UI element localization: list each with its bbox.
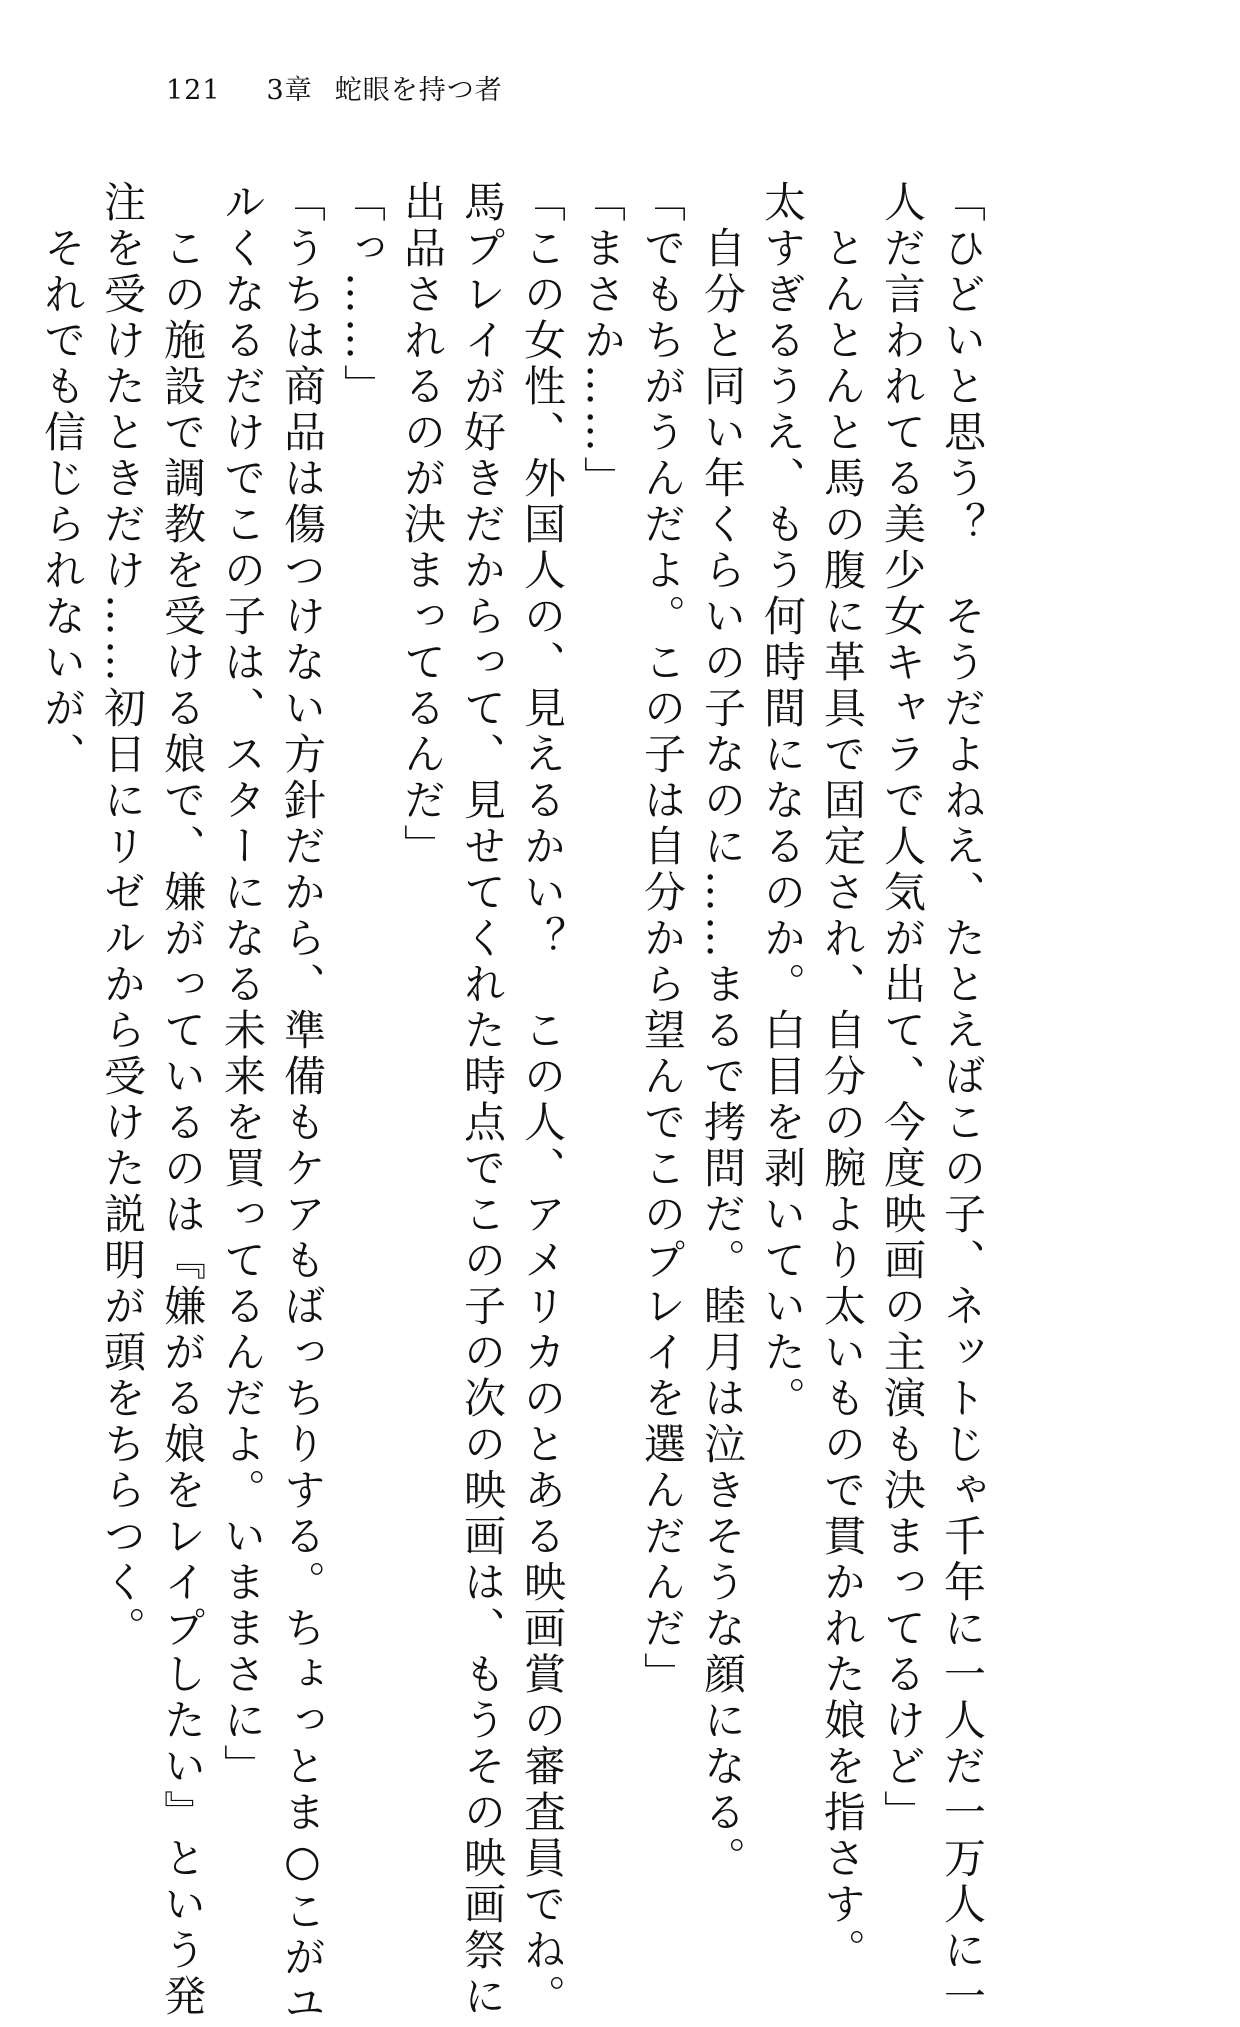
chapter-label: 3章 [266,75,313,106]
text-line: 「まさか……」 [578,180,627,502]
text-line: ルくなるだけでこの子は、スターになる未来を買ってるんだよ。いままさに」 [218,180,267,1790]
text-line: それでも信じられないが、 [38,180,87,778]
text-line: この施設で調教を受ける娘で、嫌がっているのは『嫌がる娘をレイプしたい』という発 [158,180,207,2020]
text-line: 「ひどいと思う？ そうだよねえ、たとえばこの子、ネットじゃ千年に一人だ一万人に一 [938,180,987,2020]
text-line: 注を受けたときだけ……初日にリゼルから受けた説明が頭をちらつく。 [98,180,147,1652]
text-line: 「うちは商品は傷つけない方針だから、準備もケアもばっちりする。ちょっとま○こがユ [278,180,327,2027]
page-number: 121 [166,75,221,106]
vertical-text-block [32,180,992,2027]
text-line: 出品されるのが決まってるんだ」 [398,180,447,870]
text-line: 馬プレイが好きだからって、見せてくれた時点でこの子の次の映画は、もうその映画祭に [458,180,507,2020]
text-line: とんとんと馬の腹に革具で固定され、自分の腕より太いもので貫かれた娘を指さす。 [818,180,867,1974]
running-header [166,68,503,107]
text-line: 人だ言われてる美少女キャラで人気が出て、今度映画の主演も決まってるけど」 [878,180,927,1836]
text-line: 自分と同い年くらいの子なのに……まるで拷問だ。睦月は泣きそうな顔になる。 [698,180,747,1882]
text-line: 「この女性、外国人の、見えるかい？ この人、アメリカのとある映画賞の審査員でね。 [518,180,567,2020]
text-line: 太すぎるうえ、もう何時間になるのか。白目を剥いていた。 [758,180,807,1422]
text-line: 「っ……」 [338,180,387,410]
text-line: 「でもちがうんだよ。この子は自分から望んでこのプレイを選んだんだ」 [638,180,687,1698]
chapter-title: 蛇眼を持つ者 [334,75,503,106]
